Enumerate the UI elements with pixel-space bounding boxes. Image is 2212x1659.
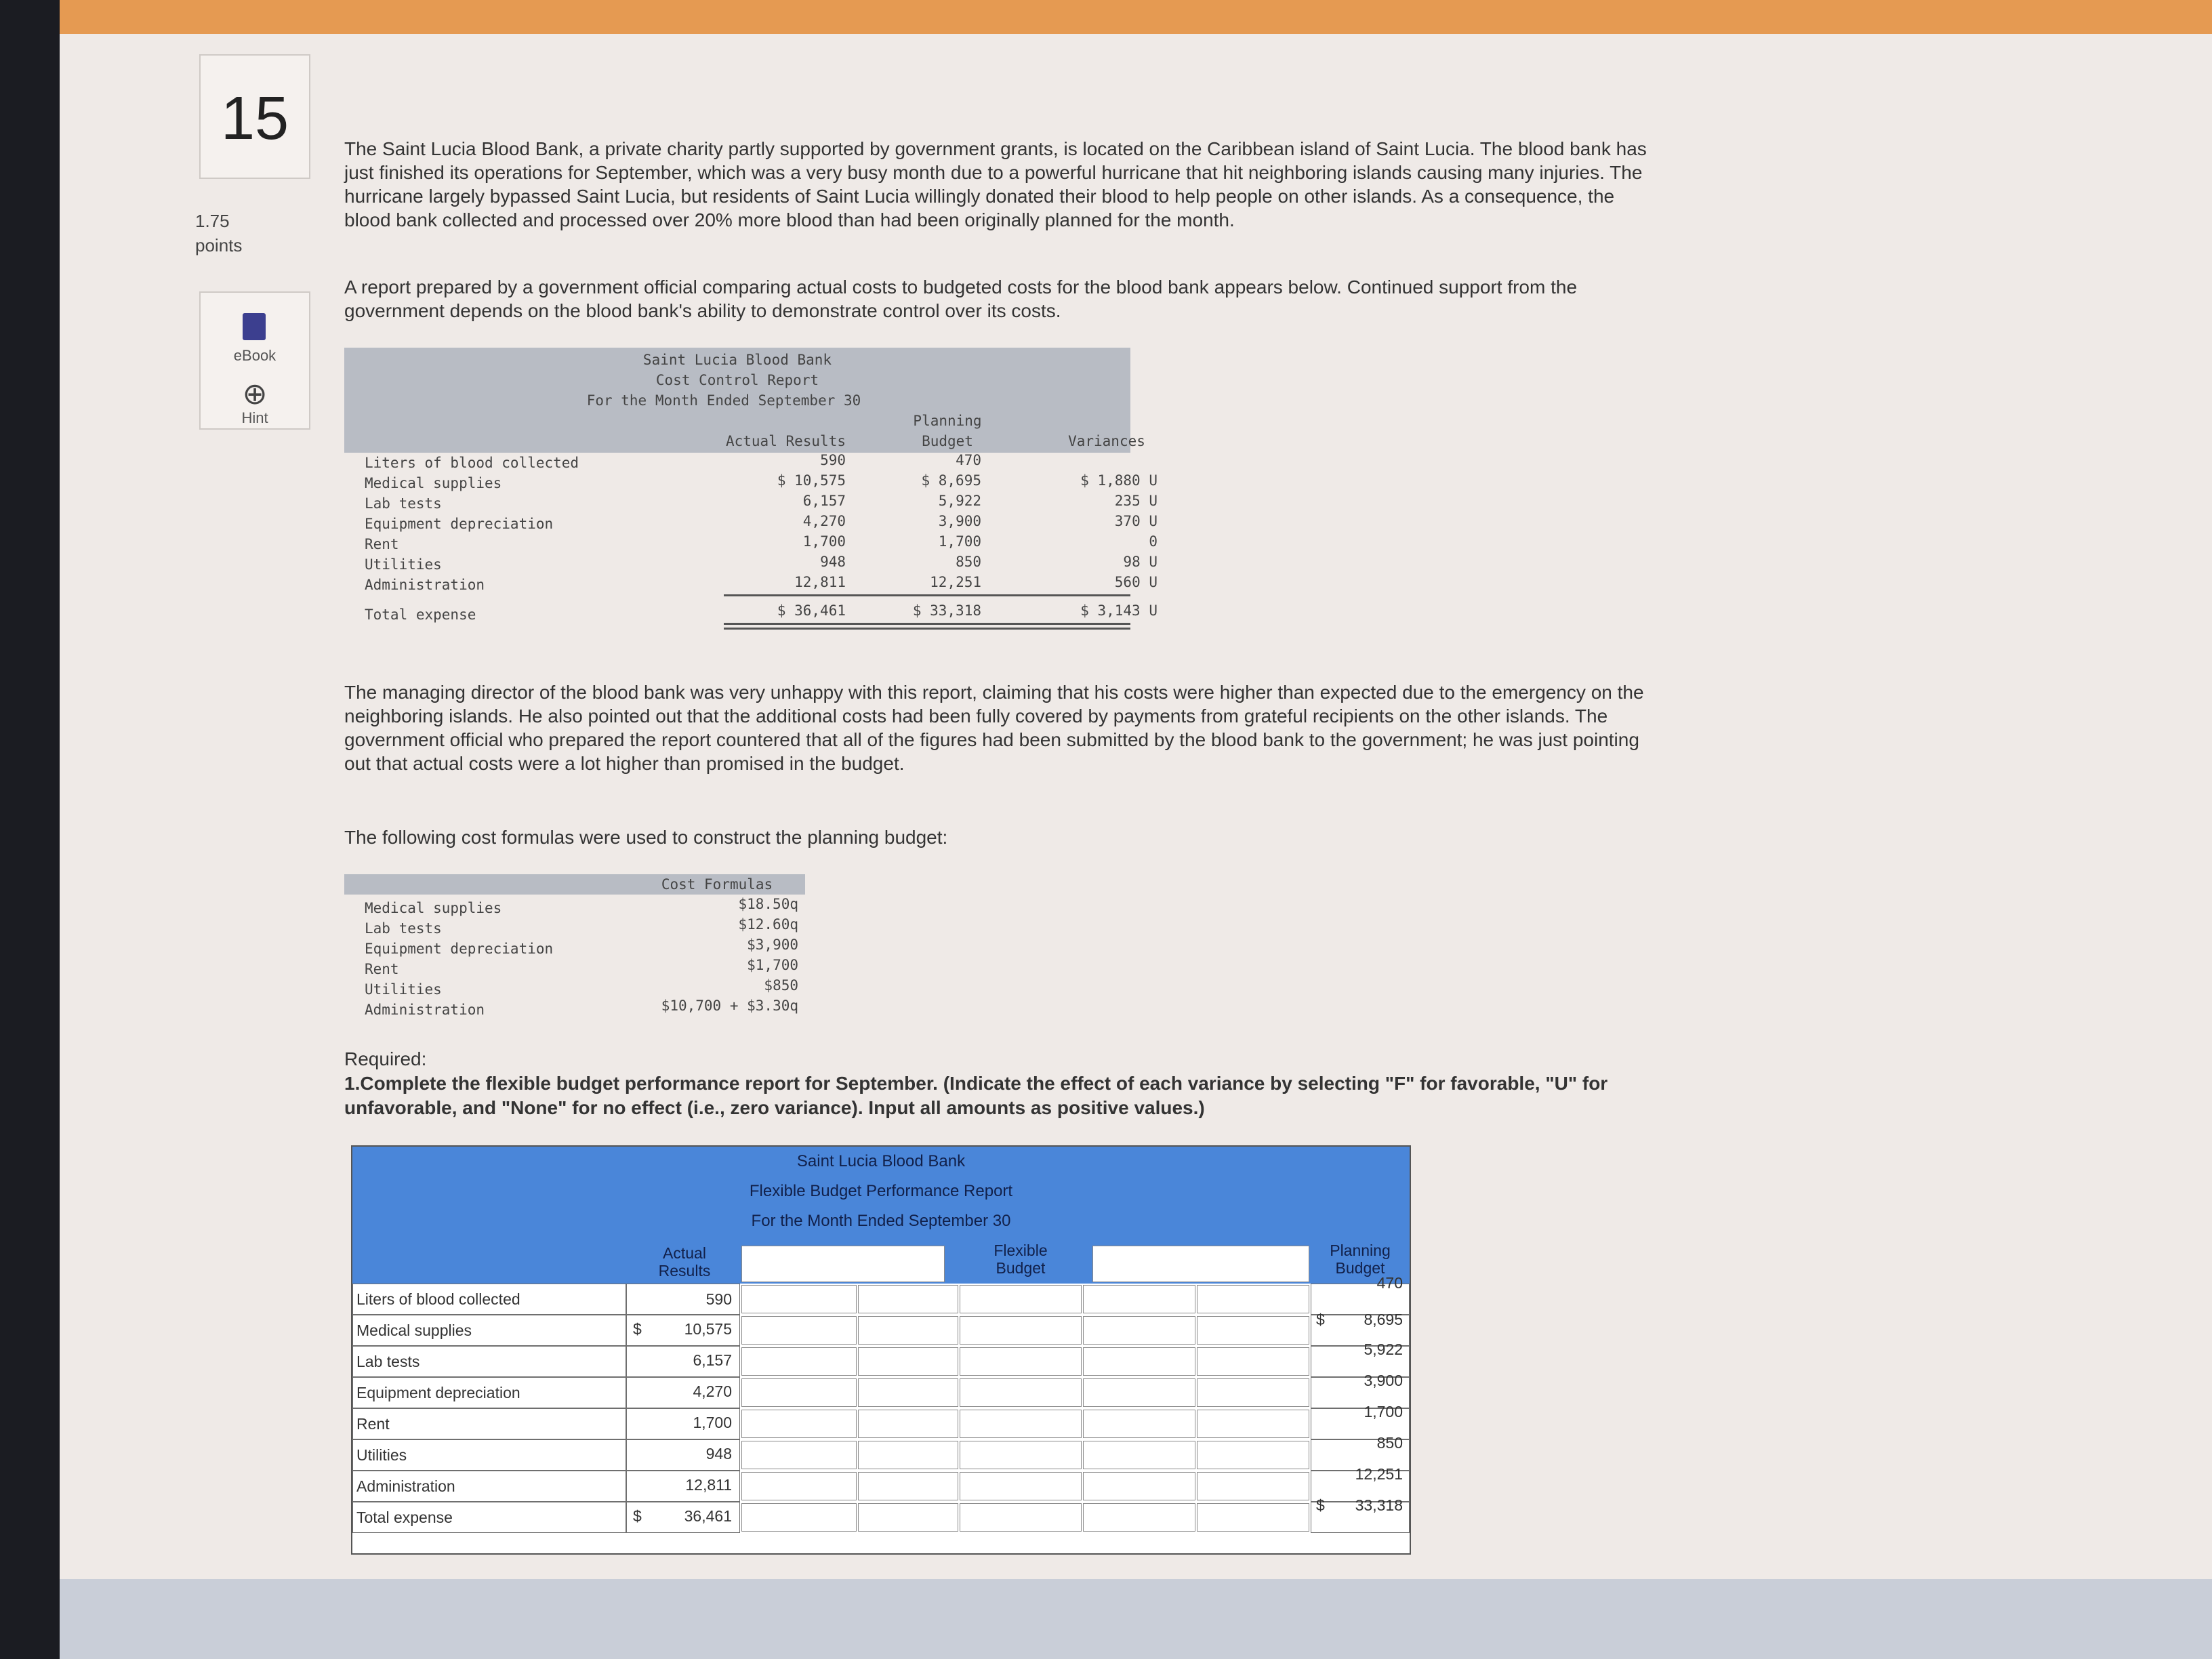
dollar-sign: $ — [633, 1507, 642, 1525]
variance-amount-input[interactable] — [1083, 1347, 1195, 1376]
formula-label: Rent — [365, 961, 399, 977]
intro-paragraph-1: The Saint Lucia Blood Bank, a private charity partly supported by government grants, is located on the Caribbean island of Saint Lucia. The blood bank has just finished its operations for September, which was a very busy month due to a powerful hurricane that hit neighboring islands causing many injuries. The hurricane largely bypassed Saint Lucia, but residents of Saint Lucia willingly donated their blood to help people on other islands. As a consequence, the blood bank collected and processed over 20% more blood than had been originally planned for the month. — [344, 138, 1647, 230]
report-title: Saint Lucia Blood Bank — [642, 352, 832, 368]
col-planning-line1: Planning — [913, 413, 982, 429]
hint-label[interactable]: Hint — [241, 409, 268, 426]
formula-value: $850 — [764, 977, 798, 994]
browser-top-bar — [60, 0, 2212, 34]
formula-label: Administration — [365, 1002, 485, 1018]
col-flexible-budget: Flexible Budget — [994, 1242, 1048, 1277]
intro-paragraph-4: The following cost formulas were used to construct the planning budget: — [344, 827, 948, 848]
flexible-budget-input[interactable] — [960, 1472, 1082, 1500]
dollar-sign: $ — [1316, 1311, 1325, 1328]
variance-effect-select[interactable] — [858, 1285, 958, 1313]
variance-amount-input[interactable] — [1083, 1285, 1195, 1313]
formula-label: Utilities — [365, 981, 442, 998]
flexible-budget-input[interactable] — [960, 1378, 1082, 1407]
variance-amount-input[interactable] — [1083, 1316, 1195, 1345]
cost-control-report: Saint Lucia Blood Bank Cost Control Report For the Month Ended September 30 Planning Actual Results Budget Variances Liters of blood collected 590 470 Medical supplies $ 10,575 $ 8,695 $ 1,880 U Lab tests 6,157 5,922 235 U Equipment depreciation 4,270 3,900 370 U Rent 1,700 1,700 0 Utilities 948 850 98 U Administration 12,811 12,251 560 U Total expense $ 36,461 $ 33,318 $ 3,143 U — [344, 348, 1198, 654]
variance-effect-select[interactable] — [1197, 1316, 1309, 1345]
col-actual-results: Actual Results — [658, 1244, 711, 1279]
question-page — [60, 34, 2212, 1579]
ebook-label[interactable]: eBook — [233, 347, 276, 364]
variance-effect-select[interactable] — [1197, 1410, 1309, 1438]
variance-effect-select[interactable] — [858, 1441, 958, 1469]
dollar-sign: $ — [1316, 1496, 1325, 1514]
worksheet-period: For the Month Ended September 30 — [751, 1212, 1011, 1230]
variance-effect-select[interactable] — [858, 1503, 958, 1532]
cost-formulas-header: Cost Formulas — [661, 876, 773, 893]
variance-amount-input[interactable] — [741, 1378, 857, 1407]
col-planning-budget: Planning Budget — [1330, 1242, 1391, 1277]
points-info — [195, 209, 242, 258]
dollar-sign: $ — [633, 1320, 642, 1338]
variance-amount-input[interactable] — [1083, 1441, 1195, 1469]
header-variance-label-input-2[interactable] — [1092, 1246, 1309, 1282]
flexible-budget-input[interactable] — [960, 1316, 1082, 1345]
formula-label: Lab tests — [365, 920, 442, 937]
formula-value: $10,700 + $3.30q — [661, 998, 798, 1014]
browser-viewport — [60, 0, 2212, 1659]
variance-amount-input[interactable] — [1083, 1503, 1195, 1532]
formula-label: Equipment depreciation — [365, 941, 554, 957]
intro-paragraph-3: The managing director of the blood bank was very unhappy with this report, claiming that his costs were higher than expected due to the emergency on the neighboring islands. He also pointed out that the additional costs had been fully covered by payments from grateful recipients on the other islands. The government official who prepared the report countered that all of the figures had been submitted by the blood bank to the government; he was just pointing out that actual costs were a lot higher than promised in the budget. — [344, 682, 1644, 774]
flexible-budget-input[interactable] — [960, 1441, 1082, 1469]
variance-amount-input[interactable] — [741, 1441, 857, 1469]
header-variance-label-input-1[interactable] — [741, 1246, 945, 1282]
variance-amount-input[interactable] — [1083, 1472, 1195, 1500]
required-heading: Required: — [344, 1048, 427, 1069]
hint-icon[interactable]: ⊕ — [242, 377, 268, 411]
formula-value: $3,900 — [747, 937, 798, 953]
variance-effect-select[interactable] — [1197, 1441, 1309, 1469]
question-number-box — [199, 54, 310, 179]
question-number: 15 — [220, 85, 289, 152]
worksheet-subtitle: Flexible Budget Performance Report — [749, 1182, 1013, 1200]
col-planning-line2: Budget — [922, 433, 973, 449]
total-double-rule — [724, 623, 1130, 625]
required-text: 1.Complete the flexible budget performance report for September. (Indicate the effect of each variance by selecting "F" for favorable, "U" for unfavorable, and "None" for no effect (i.e., zero variance). Input all amounts as positive values.) — [344, 1073, 1608, 1118]
variance-amount-input[interactable] — [741, 1410, 857, 1438]
flexible-budget-input[interactable] — [960, 1285, 1082, 1313]
variance-effect-select[interactable] — [1197, 1347, 1309, 1376]
variance-effect-select[interactable] — [1197, 1503, 1309, 1532]
formula-value: $18.50q — [738, 896, 798, 912]
variance-effect-select[interactable] — [858, 1472, 958, 1500]
total-double-rule-2 — [724, 628, 1130, 630]
formula-value: $1,700 — [747, 957, 798, 973]
formula-value: $12.60q — [738, 916, 798, 933]
subtotal-rule — [724, 594, 1130, 596]
variance-amount-input[interactable] — [741, 1285, 857, 1313]
flexible-budget-input[interactable] — [960, 1503, 1082, 1532]
variance-amount-input[interactable] — [1083, 1378, 1195, 1407]
variance-effect-select[interactable] — [858, 1347, 958, 1376]
variance-effect-select[interactable] — [858, 1378, 958, 1407]
cost-formulas-table — [344, 874, 873, 1030]
formula-label: Medical supplies — [365, 900, 502, 916]
variance-amount-input[interactable] — [741, 1347, 857, 1376]
variance-effect-select[interactable] — [858, 1410, 958, 1438]
flexible-budget-worksheet: Saint Lucia Blood Bank Flexible Budget Performance Report For the Month Ended September 30 Actual Results Flexible Budget Planning Budget Liters of blood collected 590 470 Medical supplies $ 10,575 $ 8,695 Lab tests 6,157 5,922 Equipment depreciation 4,270 3,900 Rent 1,700 1,700 Utilities 948 850 Administration 12,811 12,251 Total expense $ 36,461 $ 33,318 — [351, 1145, 1411, 1555]
report-subtitle: Cost Control Report — [655, 372, 819, 388]
points-value: 1.75 — [195, 211, 230, 231]
report-period: For the Month Ended September 30 — [586, 392, 861, 409]
variance-amount-input[interactable] — [741, 1472, 857, 1500]
worksheet-title: Saint Lucia Blood Bank — [796, 1152, 966, 1170]
intro-paragraph-2: A report prepared by a government official comparing actual costs to budgeted costs for the blood bank appears below. Continued support from the government depends on the blood bank's ability to demonstrate control over its costs. — [344, 276, 1578, 321]
variance-effect-select[interactable] — [1197, 1378, 1309, 1407]
variance-effect-select[interactable] — [1197, 1285, 1309, 1313]
col-actual-results: Actual Results — [725, 433, 846, 449]
variance-effect-select[interactable] — [858, 1316, 958, 1345]
flexible-budget-input[interactable] — [960, 1347, 1082, 1376]
ebook-icon[interactable] — [243, 313, 266, 340]
resource-tools — [199, 291, 310, 430]
required-instructions — [344, 1047, 1632, 1120]
variance-amount-input[interactable] — [741, 1503, 857, 1532]
variance-effect-select[interactable] — [1197, 1472, 1309, 1500]
col-variances: Variances — [1068, 433, 1145, 449]
os-taskbar — [60, 1579, 2212, 1659]
flexible-budget-input[interactable] — [960, 1410, 1082, 1438]
points-label: points — [195, 235, 243, 255]
variance-amount-input[interactable] — [741, 1316, 857, 1345]
variance-amount-input[interactable] — [1083, 1410, 1195, 1438]
